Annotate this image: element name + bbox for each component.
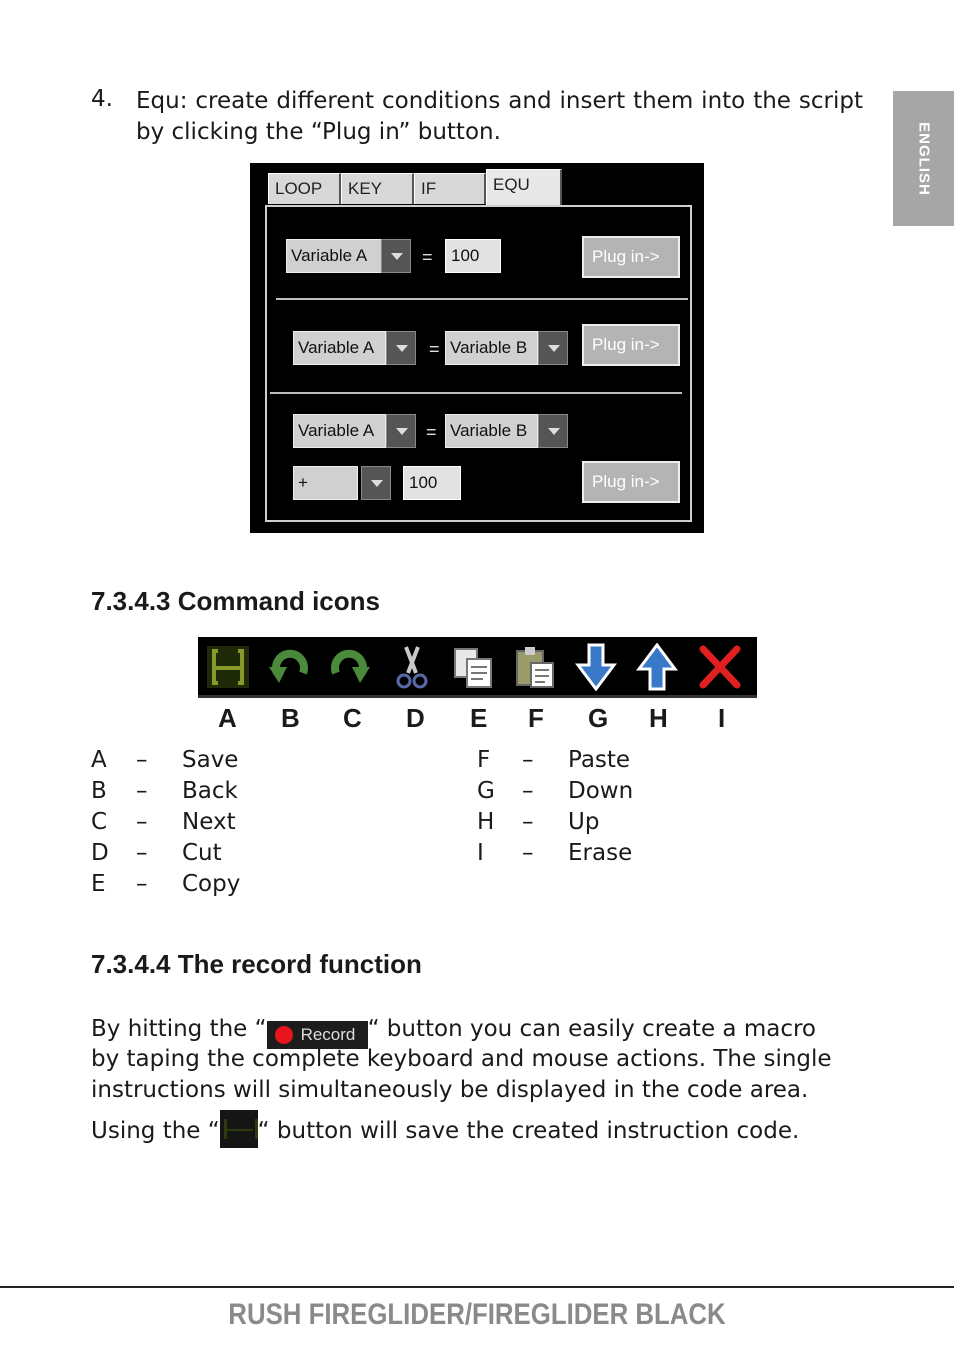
tab-equ[interactable]: EQU	[486, 169, 562, 205]
legend-dash: –	[136, 747, 148, 773]
text-fragment: Using the “	[91, 1118, 220, 1144]
cut-icon[interactable]	[388, 643, 436, 691]
save-icon	[220, 1110, 258, 1148]
toolbar-letter: H	[649, 703, 668, 733]
legend-letter: A	[91, 747, 107, 773]
chevron-down-icon[interactable]	[361, 466, 391, 500]
text-fragment: By hitting the “	[91, 1016, 267, 1042]
erase-icon[interactable]	[695, 643, 743, 691]
copy-icon[interactable]	[449, 643, 497, 691]
legend-letter: I	[477, 840, 484, 866]
tab-key[interactable]: KEY	[341, 173, 414, 204]
list-item-text: Equ: create different conditions and insert them into the script by clicking the “Plug in” button.	[136, 88, 863, 145]
footer-product-name: RUSH FIREGLIDER/FIREGLIDER BLACK	[228, 1298, 726, 1331]
legend-letter: C	[91, 809, 108, 835]
divider	[270, 392, 682, 394]
chevron-down-icon[interactable]	[538, 331, 568, 365]
tab-if[interactable]: IF	[414, 173, 486, 204]
legend-letter: E	[91, 871, 106, 897]
chevron-down-icon[interactable]	[386, 414, 416, 448]
legend-dash: –	[522, 809, 534, 835]
legend-dash: –	[136, 809, 148, 835]
toolbar-letter: D	[406, 703, 425, 733]
section-heading-command-icons: 7.3.4.3 Command icons	[91, 586, 380, 616]
legend-label: Paste	[568, 747, 631, 773]
command-toolbar	[198, 637, 757, 698]
chevron-down-icon[interactable]	[386, 331, 416, 365]
legend-dash: –	[522, 840, 534, 866]
legend-dash: –	[522, 747, 534, 773]
plug-in-button[interactable]: Plug in->	[582, 324, 680, 366]
variable-select[interactable]: Variable B	[445, 414, 538, 448]
record-paragraph-line: instructions will simultaneously be displayed in the code area.	[91, 1077, 809, 1103]
text-fragment: “ button will save the created instruction code.	[257, 1118, 800, 1144]
equals-sign: =	[426, 422, 437, 442]
section-heading-record-function: 7.3.4.4 The record function	[91, 949, 422, 979]
legend-label: Down	[568, 778, 634, 804]
plug-in-button[interactable]: Plug in->	[582, 461, 680, 503]
equals-sign: =	[429, 339, 440, 359]
up-icon[interactable]	[633, 643, 681, 691]
variable-select[interactable]: Variable A	[293, 331, 386, 365]
legend-letter: H	[477, 809, 495, 835]
toolbar-letter: C	[343, 703, 362, 733]
toolbar-letter: G	[588, 703, 609, 733]
record-paragraph-line	[91, 1110, 799, 1148]
variable-select[interactable]: Variable A	[286, 239, 382, 273]
value-field[interactable]: 100	[403, 466, 461, 500]
side-tab-label: ENGLISH	[915, 121, 932, 196]
toolbar-letter: A	[218, 703, 237, 733]
language-side-tab	[893, 91, 954, 226]
tab-loop[interactable]: LOOP	[268, 173, 341, 204]
legend-dash: –	[136, 840, 148, 866]
toolbar-letter: F	[528, 703, 544, 733]
legend-label: Erase	[568, 840, 633, 866]
record-dot-icon	[275, 1026, 293, 1044]
next-icon[interactable]	[326, 643, 374, 691]
variable-select[interactable]: Variable B	[445, 331, 538, 365]
text-fragment: “ button you can easily create a macro	[367, 1016, 816, 1042]
legend-label: Cut	[182, 840, 222, 866]
legend-letter: G	[477, 778, 495, 804]
toolbar-letter: E	[470, 703, 488, 733]
footer-divider	[0, 1286, 954, 1288]
value-field[interactable]: 100	[445, 239, 501, 273]
legend-label: Save	[182, 747, 239, 773]
legend-label: Copy	[182, 871, 241, 897]
chevron-down-icon[interactable]	[381, 239, 411, 273]
legend-letter: B	[91, 778, 107, 804]
equals-sign: =	[422, 247, 433, 267]
paste-icon[interactable]	[511, 643, 559, 691]
chevron-down-icon[interactable]	[538, 414, 568, 448]
divider	[276, 298, 688, 300]
legend-label: Back	[182, 778, 238, 804]
legend-label: Up	[568, 809, 600, 835]
operator-select[interactable]: +	[293, 466, 358, 500]
record-paragraph-line: by taping the complete keyboard and mouse actions. The single	[91, 1046, 832, 1072]
legend-dash: –	[136, 871, 148, 897]
toolbar-letter: I	[718, 703, 726, 733]
legend-dash: –	[522, 778, 534, 804]
save-icon[interactable]	[204, 643, 252, 691]
legend-letter: F	[477, 747, 491, 773]
back-icon[interactable]	[265, 643, 313, 691]
record-button-label: Record	[300, 1025, 356, 1044]
legend-dash: –	[136, 778, 148, 804]
equ-panel-screenshot	[250, 163, 704, 533]
toolbar-letter: B	[281, 703, 300, 733]
legend-label: Next	[182, 809, 236, 835]
list-item-number: 4.	[91, 86, 113, 112]
plug-in-button[interactable]: Plug in->	[582, 236, 680, 278]
down-icon[interactable]	[572, 643, 620, 691]
variable-select[interactable]: Variable A	[293, 414, 386, 448]
legend-letter: D	[91, 840, 109, 866]
